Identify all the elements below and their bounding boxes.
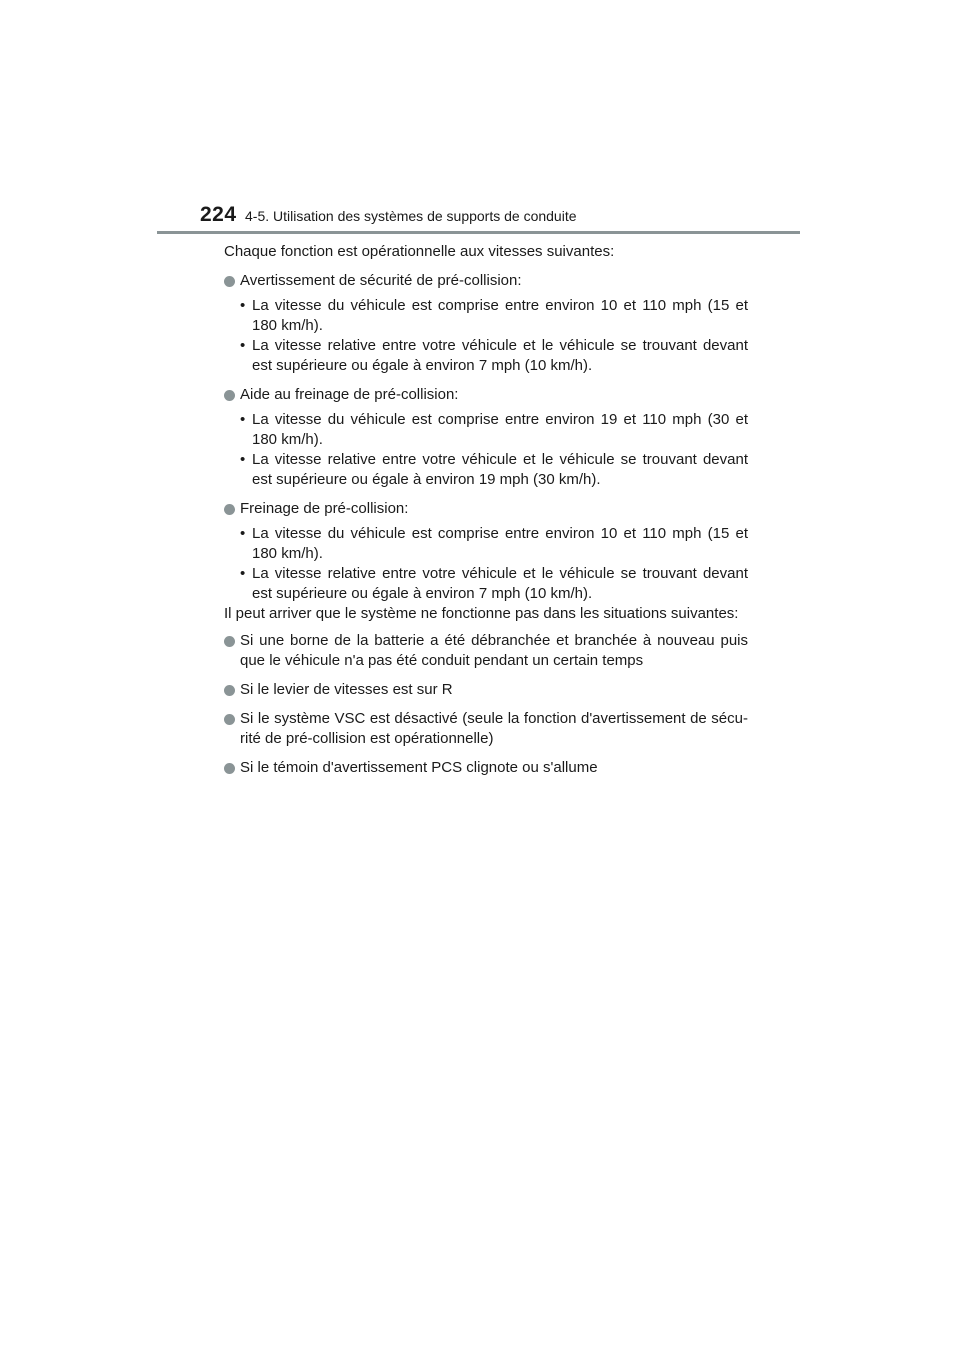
situation-text: Si le témoin d'avertissement PCS clignote ou s'allume xyxy=(240,759,598,776)
condition-text: La vitesse relative entre votre véhicule et le véhicule se trouvant devant est supérieure ou égale à environ 19 mph (30 km/h). xyxy=(252,451,748,488)
header-divider xyxy=(157,231,800,234)
bullet-icon xyxy=(224,714,235,725)
function-title: Freinage de pré-collision: xyxy=(240,500,409,517)
condition-list xyxy=(224,524,748,604)
condition-item xyxy=(224,524,748,564)
situations-intro: Il peut arriver que le système ne fonctionne pas dans les situations suivantes: xyxy=(224,605,739,622)
condition-list xyxy=(224,410,748,490)
sub-bullet-icon: • xyxy=(240,451,246,468)
section-title: 4-5. Utilisation des systèmes de supports de conduite xyxy=(245,208,577,224)
sub-bullet-icon: • xyxy=(240,525,246,542)
page-header xyxy=(200,200,800,236)
condition-text: La vitesse relative entre votre véhicule et le véhicule se trouvant devant est supérieure ou égale à environ 7 mph (10 km/h). xyxy=(252,565,748,602)
condition-item xyxy=(224,410,748,450)
page-number: 224 xyxy=(200,203,237,226)
condition-list xyxy=(224,296,748,376)
situation-item xyxy=(224,709,748,749)
condition-item xyxy=(224,450,748,490)
bullet-icon xyxy=(224,685,235,696)
function-title: Avertissement de sécurité de pré-collision: xyxy=(240,272,522,289)
situation-item xyxy=(224,758,748,778)
sub-bullet-icon: • xyxy=(240,411,246,428)
sub-bullet-icon: • xyxy=(240,297,246,314)
bullet-icon xyxy=(224,276,235,287)
situation-text: Si le levier de vitesses est sur R xyxy=(240,681,453,698)
sub-bullet-icon: • xyxy=(240,565,246,582)
condition-text: La vitesse du véhicule est comprise entre environ 10 et 110 mph (15 et 180 km/h). xyxy=(252,297,748,334)
condition-item xyxy=(224,336,748,376)
situation-text: Si une borne de la batterie a été débranchée et branchée à nouveau puis que le véhicule n'a pas été conduit pendant un certain temps xyxy=(240,632,748,669)
bullet-icon xyxy=(224,390,235,401)
function-item xyxy=(224,499,748,519)
situation-item xyxy=(224,680,748,700)
situation-text: Si le système VSC est désactivé (seule la fonction d'avertissement de sécu-rité de pré-collision est opérationnelle) xyxy=(240,710,748,747)
sub-bullet-icon: • xyxy=(240,337,246,354)
condition-text: La vitesse du véhicule est comprise entre environ 10 et 110 mph (15 et 180 km/h). xyxy=(252,525,748,562)
situation-item xyxy=(224,631,748,671)
bullet-icon xyxy=(224,763,235,774)
condition-text: La vitesse relative entre votre véhicule et le véhicule se trouvant devant est supérieure ou égale à environ 7 mph (10 km/h). xyxy=(252,337,748,374)
bullet-icon xyxy=(224,504,235,515)
bullet-icon xyxy=(224,636,235,647)
page-body xyxy=(224,242,748,787)
intro-text: Chaque fonction est opérationnelle aux vitesses suivantes: xyxy=(224,243,615,260)
function-item xyxy=(224,385,748,405)
function-item xyxy=(224,271,748,291)
condition-item xyxy=(224,296,748,336)
condition-text: La vitesse du véhicule est comprise entre environ 19 et 110 mph (30 et 180 km/h). xyxy=(252,411,748,448)
condition-item xyxy=(224,564,748,604)
function-title: Aide au freinage de pré-collision: xyxy=(240,386,459,403)
